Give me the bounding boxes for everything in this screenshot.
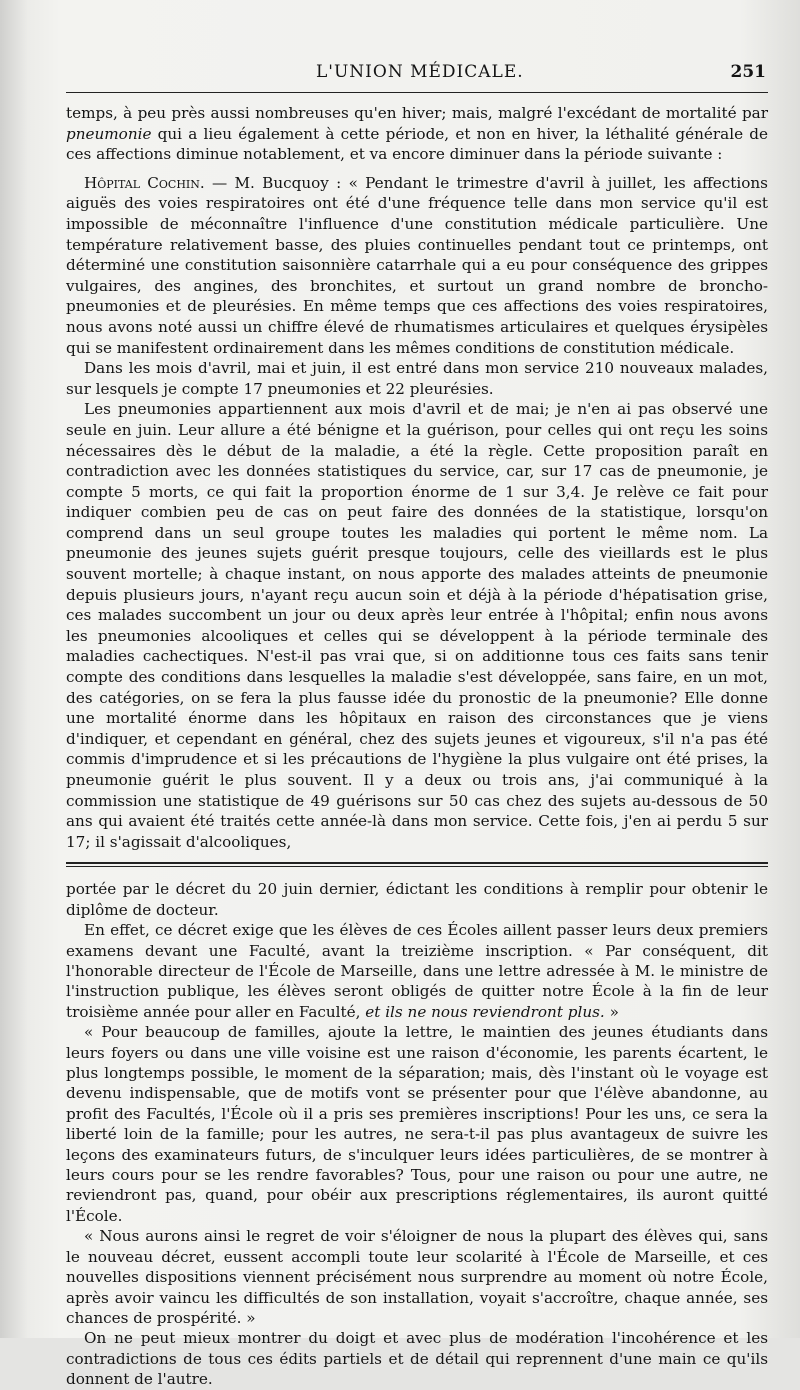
- paragraph: portée par le décret du 20 juin dernier, édictant les conditions à remplir pour obtenir le diplôme de docteur.: [66, 880, 768, 919]
- paragraph: « Nous aurons ainsi le regret de voir s'éloigner de nous la plupart des élèves qui, sans le nouveau décret, eussent accompli toute leur scolarité à l'École de Marseille, et ces nouvelles dispositions viennent précisément nous surprendre au moment où notre École, après avoir vaincu les difficultés de son installation, voyait s'accroître, chaque année, ses chances de prospérité. »: [66, 1227, 768, 1327]
- paragraph: Les pneumonies appartiennent aux mois d'avril et de mai; je n'en ai pas observé une seule en juin. Leur allure a été bénigne et la guérison, pour celles qui ont reçu les soins nécessaires dès le début de la maladie, a été la règle. Cette proposition paraît en contradiction avec les données statistiques du service, car, sur 17 cas de pneumonie, je compte 5 morts, ce qui fait la proportion énorme de 1 sur 3,4. Je relève ce fait pour indiquer combien peu de cas on peut faire des données de la statistique, lorsqu'on comprend dans un seul groupe toutes les maladies qui portent le même nom. La pneumonie des jeunes sujets guérit presque toujours, celle des vieillards est le plus souvent mortelle; à chaque instant, on nous apporte des malades atteints de pneumonie depuis plusieurs jours, n'ayant reçu aucun soin et déjà à la période d'hépatisation grise, ces malades succombent un jour ou deux après leur entrée à l'hôpital; enfin nous avons les pneumonies alcooliques et celles qui se développent à la période terminale des maladies cachectiques. N'est-il pas vrai que, si on additionne tous ces faits sans tenir compte des conditions dans lesquelles la maladie s'est développée, sans faire, en un mot, des catégories, on se fera la plus fausse idée du pronostic de la pneumonie? Elle donne une mortalité énorme dans les hôpitaux en raison des circonstances que je viens d'indiquer, et cependant en général, chez des sujets jeunes et vigoureux, s'il n'a pas été commis d'imprudence et si les précautions de l'hygiène la plus vulgaire ont été prises, la pneumonie guérit le plus souvent. Il y a deux ou trois ans, j'ai communiqué à la commission une statistique de 49 guérisons sur 50 cas chez des sujets au-dessous de 50 ans qui avaient été traités cette année-là dans mon service. Cette fois, j'en ai perdu 5 sur 17; il s'agissait d'alcooliques,: [66, 400, 768, 851]
- paragraph: En effet, ce décret exige que les élèves de ces Écoles aillent passer leurs deux premiers examens devant une Faculté, avant la treizième inscription. « Par conséquent, dit l'honorable directeur de l'École de Marseille, dans une lettre adressée à M. le ministre de l'instruction publique, les élèves seront obligés de quitter notre École à la fin de leur troisième année pour aller en Faculté, et ils ne nous reviendront plus. »: [66, 921, 768, 1021]
- page-number: 251: [730, 62, 766, 82]
- paragraph: Hôpital Cochin. — M. Bucquoy : « Pendant le trimestre d'avril à juillet, les affections aiguës des voies respiratoires ont été d'une fréquence telle dans mon service qu'il est impossible de méconnaître l'influence d'une constitution médicale particulière. Une température relativement basse, des pluies continuelles pendant tout ce printemps, ont déterminé une constitution saisonnière catarrhale qui a eu pour conséquence des grippes vulgaires, des angines, des bronchites, et surtout un grand nombre de broncho-pneumonies et de pleurésies. En même temps que ces affections des voies respiratoires, nous avons noté aussi un chiffre élevé de rhumatismes articulaires et quelques érysipèles qui se manifestent ordinairement dans les mêmes conditions de constitution médicale.: [66, 173, 768, 357]
- paragraph: On ne peut mieux montrer du doigt et avec plus de modération l'incohérence et les contradictions de tous ces édits partiels et de détail qui reprennent d'une main ce qu'ils donnent de l'autre.: [66, 1329, 768, 1389]
- hospital-name: Hôpital Cochin.: [84, 173, 205, 192]
- paragraph: « Pour beaucoup de familles, ajoute la lettre, le maintien des jeunes étudiants dans leurs foyers ou dans une ville voisine est une raison d'économie, les parents écartent, le plus longtemps possible, le moment de la séparation; mais, dès l'instant où le voyage est devenu indispensable, que de motifs vont se présenter pour que l'élève abandonne, au profit des Facultés, l'École où il a pris ses premières inscriptions! Pour les uns, ce sera la liberté loin de la famille; pour les autres, ne sera-t-il pas plus avantageux de suivre les leçons des examinateurs futurs, de s'inculquer leurs idées particulières, de se montrer à leurs cours pour se les rendre favorables? Tous, pour une raison ou pour une autre, ne reviendront pas, quand, pour obéir aux prescriptions réglementaires, ils auront quitté l'École.: [66, 1023, 768, 1225]
- paragraph: temps, à peu près aussi nombreuses qu'en hiver; mais, malgré l'excédant de mortalité par pneumonie qui a lieu également à cette période, et non en hiver, la léthalité générale de ces affections diminue notablement, et va encore diminuer dans la période suivante :: [66, 104, 768, 164]
- running-head: [66, 58, 768, 88]
- section-divider: [66, 862, 768, 867]
- header-rule: [66, 92, 768, 93]
- main-article: [66, 103, 768, 852]
- feuilleton-article: [66, 879, 768, 1389]
- header-title: L'UNION MÉDICALE.: [316, 62, 524, 82]
- paragraph: Dans les mois d'avril, mai et juin, il est entré dans mon service 210 nouveaux malades, sur lesquels je compte 17 pneumonies et 22 pleurésies.: [66, 359, 768, 398]
